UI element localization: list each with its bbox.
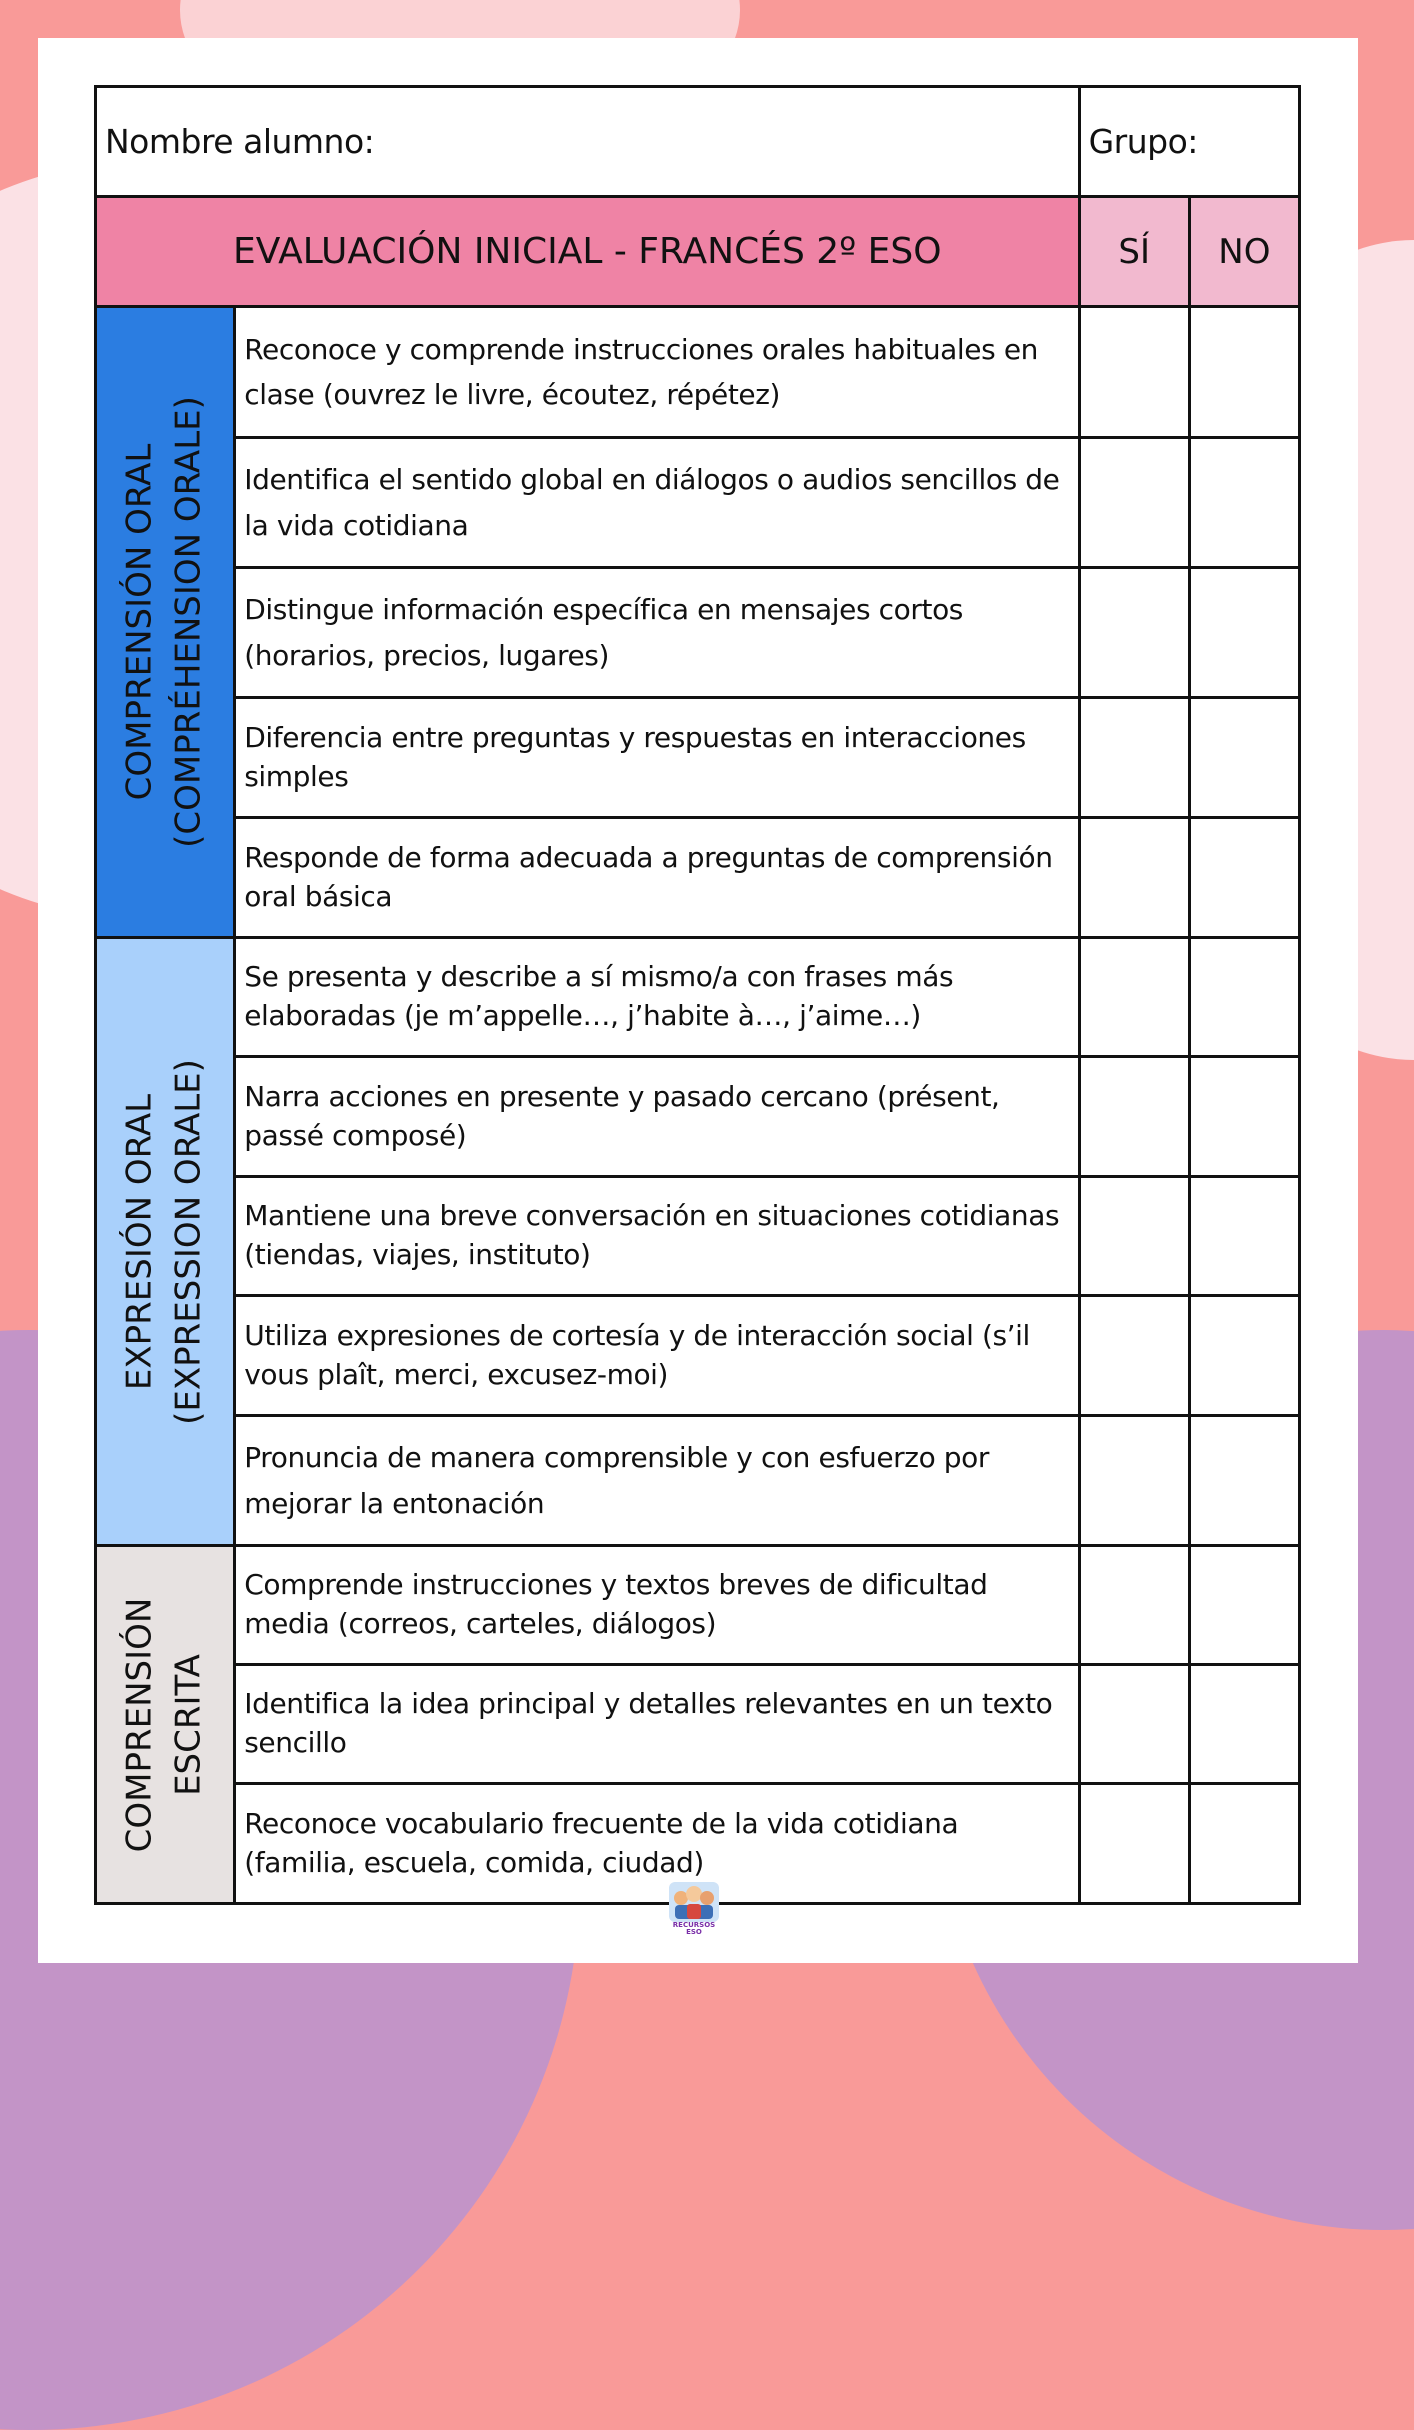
criterion-text: Pronuncia de manera comprensible y con esfuerzo por mejorar la entonación bbox=[235, 1416, 1079, 1546]
group-label: Grupo: bbox=[1088, 122, 1198, 161]
no-checkbox-cell[interactable] bbox=[1189, 1546, 1299, 1665]
criterion-row bbox=[96, 1416, 1300, 1546]
section-label-line: EXPRESIÓN ORAL bbox=[119, 1093, 160, 1390]
no-checkbox-cell[interactable] bbox=[1189, 1784, 1299, 1904]
section-label-comprension-oral bbox=[96, 307, 235, 938]
yes-checkbox-cell[interactable] bbox=[1079, 818, 1189, 938]
yes-checkbox-cell[interactable] bbox=[1079, 698, 1189, 818]
no-checkbox-cell[interactable] bbox=[1189, 1177, 1299, 1296]
recursos-eso-logo bbox=[663, 1878, 725, 1936]
yes-checkbox-cell[interactable] bbox=[1079, 568, 1189, 698]
title-row bbox=[96, 197, 1300, 307]
criterion-text: Reconoce y comprende instrucciones orales habituales en clase (ouvrez le livre, écoutez, répétez) bbox=[235, 307, 1079, 438]
no-checkbox-cell[interactable] bbox=[1189, 818, 1299, 938]
yes-checkbox-cell[interactable] bbox=[1079, 1546, 1189, 1665]
no-checkbox-cell[interactable] bbox=[1189, 1665, 1299, 1784]
criterion-row bbox=[96, 1665, 1300, 1784]
criterion-text: Distingue información específica en mensajes cortos (horarios, precios, lugares) bbox=[235, 568, 1079, 698]
criterion-row bbox=[96, 1057, 1300, 1177]
student-name-field[interactable] bbox=[96, 87, 1080, 197]
no-checkbox-cell[interactable] bbox=[1189, 938, 1299, 1057]
yes-checkbox-cell[interactable] bbox=[1079, 1057, 1189, 1177]
logo-text: RECURSOS bbox=[672, 1921, 716, 1929]
section-label-line: ESCRITA bbox=[169, 1653, 210, 1796]
yes-checkbox-cell[interactable] bbox=[1079, 1665, 1189, 1784]
criterion-text: Diferencia entre preguntas y respuestas en interacciones simples bbox=[235, 698, 1079, 818]
section-label-expresion-oral bbox=[96, 938, 235, 1546]
criterion-row bbox=[96, 438, 1300, 568]
no-column-header: NO bbox=[1189, 197, 1299, 307]
yes-checkbox-cell[interactable] bbox=[1079, 1416, 1189, 1546]
logo-icon bbox=[663, 1878, 725, 1922]
worksheet-page bbox=[38, 38, 1358, 1963]
yes-column-header: SÍ bbox=[1079, 197, 1189, 307]
section-label-comprension-escrita bbox=[96, 1546, 235, 1904]
criterion-text: Responde de forma adecuada a preguntas de comprensión oral básica bbox=[235, 818, 1079, 938]
student-name-label: Nombre alumno: bbox=[105, 122, 375, 161]
no-checkbox-cell[interactable] bbox=[1189, 698, 1299, 818]
criterion-text: Reconoce vocabulario frecuente de la vida cotidiana (familia, escuela, comida, ciudad) bbox=[235, 1784, 1079, 1904]
criterion-row bbox=[96, 568, 1300, 698]
group-field[interactable] bbox=[1079, 87, 1299, 197]
section-label-line: (COMPRÉHENSION ORALE) bbox=[169, 396, 210, 848]
no-checkbox-cell[interactable] bbox=[1189, 1057, 1299, 1177]
criterion-row bbox=[96, 818, 1300, 938]
criterion-text: Narra acciones en presente y pasado cercano (présent, passé composé) bbox=[235, 1057, 1079, 1177]
yes-checkbox-cell[interactable] bbox=[1079, 307, 1189, 438]
yes-checkbox-cell[interactable] bbox=[1079, 938, 1189, 1057]
criterion-text: Identifica el sentido global en diálogos o audios sencillos de la vida cotidiana bbox=[235, 438, 1079, 568]
criterion-row bbox=[96, 307, 1300, 438]
no-checkbox-cell[interactable] bbox=[1189, 568, 1299, 698]
criterion-text: Utiliza expresiones de cortesía y de interacción social (s’il vous plaît, merci, excusez-moi) bbox=[235, 1296, 1079, 1416]
section-label-line: (EXPRESSION ORALE) bbox=[169, 1058, 210, 1425]
page-title: EVALUACIÓN INICIAL - FRANCÉS 2º ESO bbox=[96, 197, 1080, 307]
criterion-row bbox=[96, 698, 1300, 818]
section-label-line: COMPRENSIÓN ORAL bbox=[119, 443, 160, 801]
criterion-text: Mantiene una breve conversación en situaciones cotidianas (tiendas, viajes, instituto) bbox=[235, 1177, 1079, 1296]
criterion-row bbox=[96, 1177, 1300, 1296]
criterion-text: Identifica la idea principal y detalles relevantes en un texto sencillo bbox=[235, 1665, 1079, 1784]
yes-checkbox-cell[interactable] bbox=[1079, 1784, 1189, 1904]
criterion-row bbox=[96, 1296, 1300, 1416]
criterion-text: Se presenta y describe a sí mismo/a con frases más elaboradas (je m’appelle…, j’habite à…, j’aime…) bbox=[235, 938, 1079, 1057]
logo-text: ESO bbox=[686, 1928, 702, 1936]
yes-checkbox-cell[interactable] bbox=[1079, 438, 1189, 568]
yes-checkbox-cell[interactable] bbox=[1079, 1177, 1189, 1296]
evaluation-table bbox=[94, 85, 1301, 1905]
student-info-row bbox=[96, 87, 1300, 197]
criterion-text: Comprende instrucciones y textos breves de dificultad media (correos, carteles, diálogos) bbox=[235, 1546, 1079, 1665]
no-checkbox-cell[interactable] bbox=[1189, 1416, 1299, 1546]
section-label-line: COMPRENSIÓN bbox=[119, 1597, 160, 1852]
no-checkbox-cell[interactable] bbox=[1189, 1296, 1299, 1416]
criterion-row bbox=[96, 938, 1300, 1057]
no-checkbox-cell[interactable] bbox=[1189, 438, 1299, 568]
no-checkbox-cell[interactable] bbox=[1189, 307, 1299, 438]
criterion-row bbox=[96, 1546, 1300, 1665]
yes-checkbox-cell[interactable] bbox=[1079, 1296, 1189, 1416]
